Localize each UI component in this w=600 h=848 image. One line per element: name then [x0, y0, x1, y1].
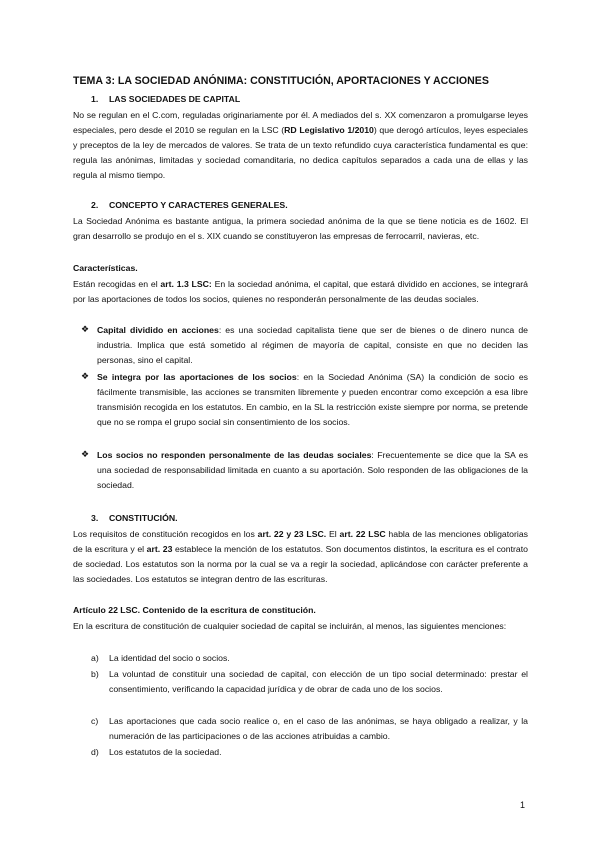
- text-run: habla de las menciones obligatorias de la escritura y el: [73, 529, 529, 554]
- list-item: [91, 667, 528, 697]
- diamond-bullet-icon: ❖: [81, 325, 90, 335]
- diamond-bullet-icon: ❖: [81, 372, 90, 382]
- list-item-label: a): [91, 653, 99, 663]
- section-number: 1.: [91, 94, 99, 104]
- text-run-bold: art. 22 LSC: [339, 529, 386, 539]
- list-item: [91, 651, 528, 666]
- section-heading-1: [91, 94, 240, 104]
- bullet-item: [81, 448, 528, 493]
- text-run: Los requisitos de constitución recogidos en los: [73, 529, 258, 539]
- bullet-text: : en la Sociedad Anónima (SA) la condición de socio es fácilmente transmisible, las acciones se transmiten libremente y pueden encontrar como excepción a esa libre transmisión recogida en los estatutos. En cambio, en la SL la restricción existe siempre por norma, se pretende que no se rompa el grupo social sin consentimiento de los socios.: [97, 372, 528, 427]
- diamond-bullet-icon: ❖: [81, 450, 90, 460]
- bullet-bold: Capital dividido en acciones: [97, 325, 219, 335]
- section-title: CONSTITUCIÓN.: [109, 513, 178, 523]
- caracteristicas-label: Características.: [73, 263, 138, 273]
- section-number: 3.: [91, 513, 99, 523]
- bullet-bold: Se integra por las aportaciones de los socios: [97, 372, 297, 382]
- text-run: El: [326, 529, 340, 539]
- paragraph-constitucion: [73, 527, 528, 587]
- bullet-text: : es una sociedad capitalista tiene que ser de bienes o de dinero nunca de industria. Implica que está sometido al régimen de mayoría de capital, consiste en que no deciden las personas, sino el capital.: [97, 325, 528, 365]
- list-item-label: c): [91, 716, 99, 726]
- list-item-text: Las aportaciones que cada socio realice o, en el caso de las anónimas, se haya obligado a realizar, y la numeración de las participaciones o de las acciones atribuidas a cambio.: [109, 716, 528, 741]
- page-title: TEMA 3: LA SOCIEDAD ANÓNIMA: CONSTITUCIÓN, APORTACIONES Y ACCIONES: [73, 75, 489, 87]
- bullet-bold: Los socios no responden personalmente de las deudas sociales: [97, 450, 372, 460]
- text-run: ) que derogó artículos, leyes especiales y preceptos de la ley de mercados de valores. Se trata de un texto refundido cuya característica fundamental es que: regula las anónimas, limitadas y sociedad comanditaria, no dedica capítulos separados a cada una de ellas y las regula al mismo tiempo.: [73, 125, 528, 180]
- text-run-bold: art. 23: [146, 544, 173, 554]
- text-run: Están recogidas en el: [73, 279, 161, 289]
- text-run: No se regulan en el C.com, reguladas originariamente por él. A mediados del s. XX comenzaron a promulgarse leyes especiales, pero desde el 2010 se regulan en la LSC (: [73, 110, 528, 135]
- bullet-item: [81, 370, 528, 430]
- section-title: CONCEPTO Y CARACTERES GENERALES.: [109, 200, 288, 210]
- text-run: En la sociedad anónima, el capital, que estará dividido en acciones, se integrará por las aportaciones de todos los socios, quienes no responderán personalmente de las deudas sociales.: [73, 279, 528, 304]
- list-item-text: La voluntad de constituir una sociedad de capital, con elección de un tipo social determinado: prestar el consentimiento, verificando la capacidad jurídica y de obrar de cada uno de los socios.: [109, 669, 528, 694]
- page-number: 1: [520, 800, 526, 810]
- bullet-text: : Frecuentemente se dice que la SA es una sociedad de responsabilidad limitada en cuanto a su aportación. Solo responden de las obligaciones de la sociedad.: [97, 450, 528, 490]
- paragraph-sociedades-capital: [73, 108, 528, 183]
- list-item: [91, 745, 528, 760]
- list-item-text: La identidad del socio o socios.: [109, 653, 230, 663]
- text-run: establece la mención de los estatutos. Son documentos distintos, la escritura es el contrato de sociedad. Los estatutos son la norma por la cual se va a regir la sociedad, aplicándose con carácter preferente a las sociedades. Los estatutos se integran dentro de las escrituras.: [73, 544, 528, 584]
- art22-heading: Artículo 22 LSC. Contenido de la escritura de constitución.: [73, 605, 316, 615]
- text-run-bold: RD Legislativo 1/2010: [284, 125, 374, 135]
- paragraph-art-1-3: [73, 277, 528, 307]
- paragraph-concepto: La Sociedad Anónima es bastante antigua, la primera sociedad anónima de la que se tiene noticia es de 1602. El gran desarrollo se produjo en el s. XIX cuando se constituyeron las empresas de ferrocarril, navieras, etc.: [73, 216, 528, 241]
- section-heading-3: [91, 513, 178, 523]
- bullet-item: [81, 323, 528, 368]
- list-item: [91, 714, 528, 744]
- list-item-text: Los estatutos de la sociedad.: [109, 747, 222, 757]
- text-run-bold: art. 1.3 LSC:: [160, 279, 212, 289]
- text-run-bold: art. 22 y 23 LSC.: [257, 529, 327, 539]
- section-number: 2.: [91, 200, 99, 210]
- list-item-label: d): [91, 747, 99, 757]
- section-title: LAS SOCIEDADES DE CAPITAL: [109, 94, 241, 104]
- paragraph-menciones: En la escritura de constitución de cualquier sociedad de capital se incluirán, al menos, las siguientes menciones:: [73, 621, 507, 631]
- section-heading-2: [91, 200, 288, 210]
- list-item-label: b): [91, 669, 99, 679]
